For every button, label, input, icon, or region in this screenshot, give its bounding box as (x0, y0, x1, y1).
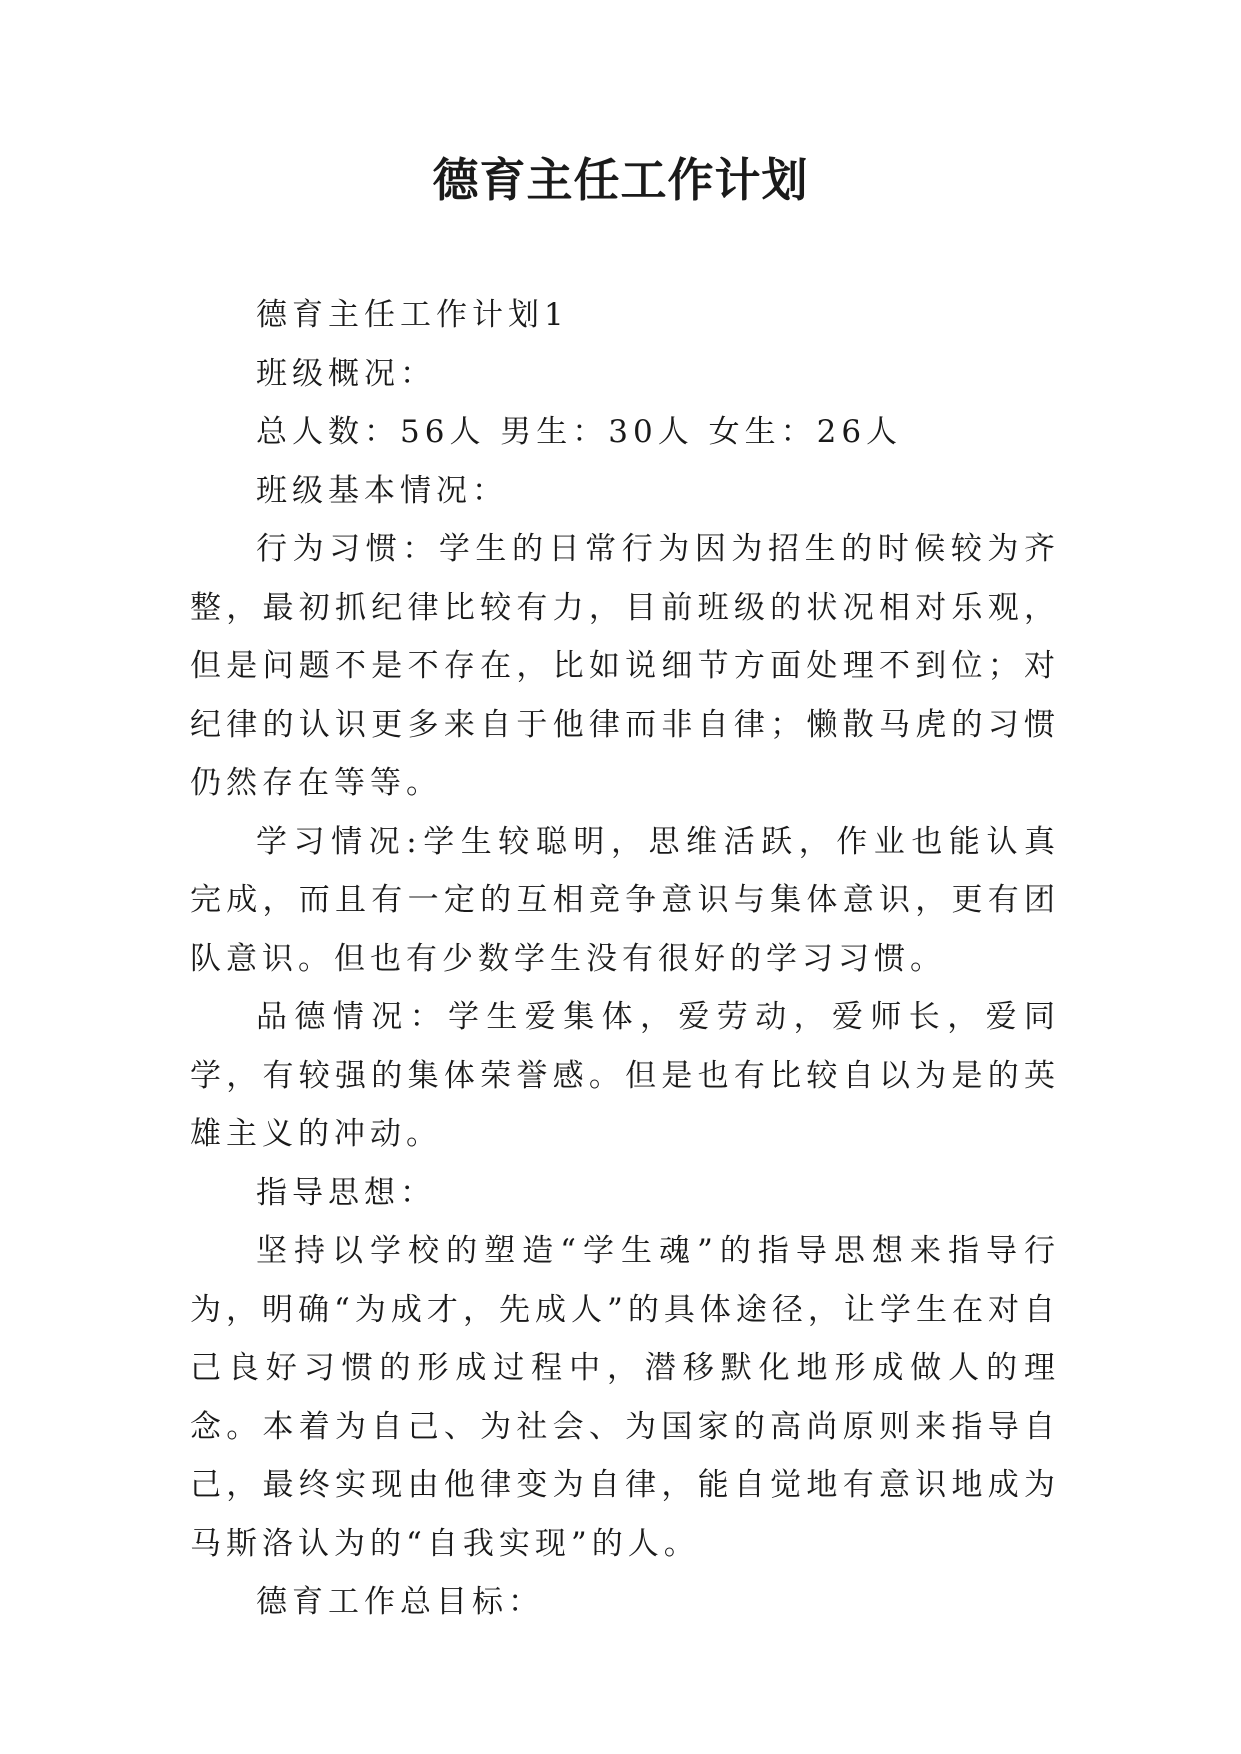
behavior-habits-paragraph: 行为习惯：学生的日常行为因为招生的时候较为齐整，最初抓纪律比较有力，目前班级的状况相对乐观，但是问题不是不存在，比如说细节方面处理不到位；对纪律的认识更多来自于他律而非自律；懒散马虎的习惯仍然存在等等。 (190, 531, 1060, 801)
document-title: 德育主任工作计划 (432, 153, 809, 207)
guiding-ideology-paragraph: 坚持以学校的塑造“学生魂”的指导思想来指导行为，明确“为成才，先成人”的具体途径，让学生在对自己良好习惯的形成过程中，潜移默化地形成做人的理念。本着为自己、为社会、为国家的高尚原则来指导自己，最终实现由他律变为自律，能自觉地有意识地成为马斯洛认为的“自我实现”的人。 (190, 1233, 1060, 1562)
class-situation-heading: 班级基本情况： (256, 472, 508, 509)
subtitle-paragraph: 德育主任工作计划1 (256, 297, 569, 333)
class-overview-heading: 班级概况： (256, 355, 436, 392)
moral-situation-paragraph: 品德情况：学生爱集体，爱劳动，爱师长，爱同学，有较强的集体荣誉感。但是也有比较自以为是的英雄主义的冲动。 (190, 999, 1060, 1152)
document-body (190, 286, 1060, 1632)
overall-goal-heading: 德育工作总目标： (256, 1584, 544, 1620)
student-count-paragraph: 总人数：56人 男生：30人 女生：26人 (256, 414, 903, 450)
guiding-ideology-heading: 指导思想： (256, 1174, 436, 1211)
study-situation-paragraph: 学习情况:学生较聪明，思维活跃，作业也能认真完成，而且有一定的互相竞争意识与集体意识，更有团队意识。但也有少数学生没有很好的学习习惯。 (190, 823, 1060, 977)
